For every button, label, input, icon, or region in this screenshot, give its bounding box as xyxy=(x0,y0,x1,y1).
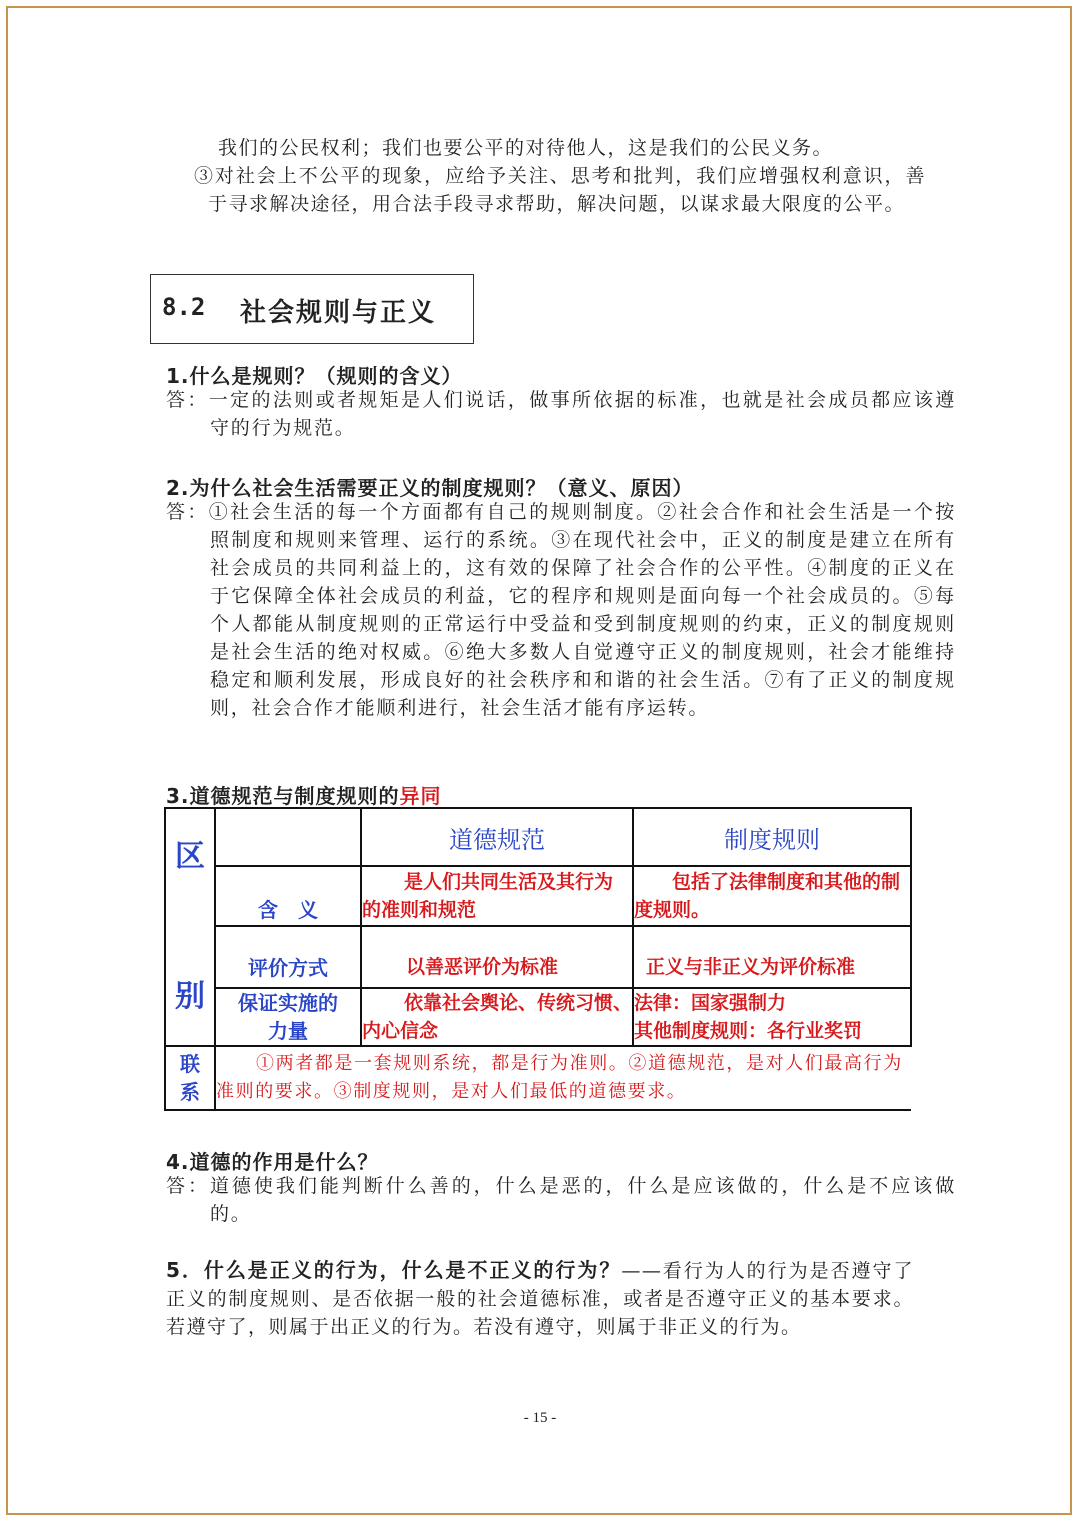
intro-line: 我们的公民权利；我们也要公平的对待他人，这是我们的公民义务。 xyxy=(218,137,834,159)
table-row xyxy=(165,988,911,1046)
table-row xyxy=(165,926,911,988)
question-5-block xyxy=(166,1256,914,1341)
row-label-enforcement: 保证实施的力量 xyxy=(215,988,361,1046)
answer-1: 答：一定的法则或者规矩是人们说话，做事所依据的标准，也就是社会成员都应该遵守的行为规范。 xyxy=(166,389,956,439)
cell-moral-evaluation: 以善恶评价为标准 xyxy=(361,926,633,988)
cell-system-evaluation: 正义与非正义为评价标准 xyxy=(633,926,911,988)
question-5: 5．什么是正义的行为，什么是不正义的行为？ xyxy=(166,1258,622,1282)
col-header-moral: 道德规范 xyxy=(361,808,633,866)
row-label-meaning: 含 义 xyxy=(215,866,361,926)
question-3 xyxy=(166,780,442,809)
comparison-table xyxy=(164,807,912,1111)
cell-system-enforcement-line1: 法律：国家强制力 xyxy=(634,992,787,1014)
table-row xyxy=(165,866,911,926)
section-number: 8.2 xyxy=(162,293,206,321)
intro-item-3: ③对社会上不公平的现象，应给予关注、思考和批判，我们应增强权利意识，善于寻求解决途径，用合法手段寻求帮助，解决问题，以谋求最大限度的公平。 xyxy=(194,165,926,215)
cell-moral-meaning: 是人们共同生活及其行为的准则和规范 xyxy=(361,866,633,926)
side-char-top: 区 xyxy=(175,839,205,874)
answer-4: 答：道德使我们能判断什么善的，什么是恶的，什么是应该做的，什么是不应该做的。 xyxy=(166,1175,956,1225)
side-label-difference xyxy=(165,808,215,1046)
link-label: 联系 xyxy=(165,1046,215,1110)
answer-5: ——看行为人的行为是否遵守了正义的制度规则、是否依据一般的社会道德标准，或者是否遵守正义的基本要求。若遵守了，则属于出正义的行为。若没有遵守，则属于非正义的行为。 xyxy=(166,1260,914,1338)
cell-system-meaning: 包括了法律制度和其他的制度规则。 xyxy=(633,866,911,926)
col-header-system: 制度规则 xyxy=(633,808,911,866)
row-label-evaluation: 评价方式 xyxy=(215,926,361,988)
cell-system-enforcement-line2: 其他制度规则：各行业奖罚 xyxy=(634,1020,863,1042)
answer-2: 答：①社会生活的每一个方面都有自己的规则制度。②社会合作和社会生活是一个按照制度和规则来管理、运行的系统。③在现代社会中，正义的制度是建立在所有社会成员的共同利益上的，这有效的保障了社会合作的公平性。④制度的正义在于它保障全体社会成员的利益，它的程序和规则是面向每一个社会成员的。⑤每个人都能从制度规则的正常运行中受益和受到制度规则的约束，正义的制度规则是社会生活的绝对权威。⑥绝大多数人自觉遵守正义的制度规则，社会才能维持稳定和顺利发展，形成良好的社会秩序和和谐的社会生活。⑦有了正义的制度规则，社会合作才能顺利进行，社会生活才能有序运转。 xyxy=(166,501,956,719)
question-3-highlight: 异同 xyxy=(399,784,442,808)
page-number: - 15 - xyxy=(523,1410,557,1426)
table-row-link xyxy=(165,1046,911,1110)
question-4: 4.道德的作用是什么？ xyxy=(166,1150,379,1174)
question-3-prefix: 3.道德规范与制度规则的 xyxy=(166,784,400,808)
link-text: ①两者都是一套规则系统，都是行为准则。②道德规范，是对人们最高行为准则的要求。③制度规则，是对人们最低的道德要求。 xyxy=(215,1046,911,1110)
table-corner xyxy=(215,808,361,866)
section-title: 社会规则与正义 xyxy=(240,298,437,328)
side-char-bottom: 别 xyxy=(175,979,205,1014)
question-1: 1.什么是规则？（规则的含义） xyxy=(166,364,463,388)
question-2: 2.为什么社会生活需要正义的制度规则？（意义、原因） xyxy=(166,476,694,500)
cell-system-enforcement xyxy=(633,988,911,1046)
cell-moral-enforcement: 依靠社会舆论、传统习惯、内心信念 xyxy=(361,988,633,1046)
